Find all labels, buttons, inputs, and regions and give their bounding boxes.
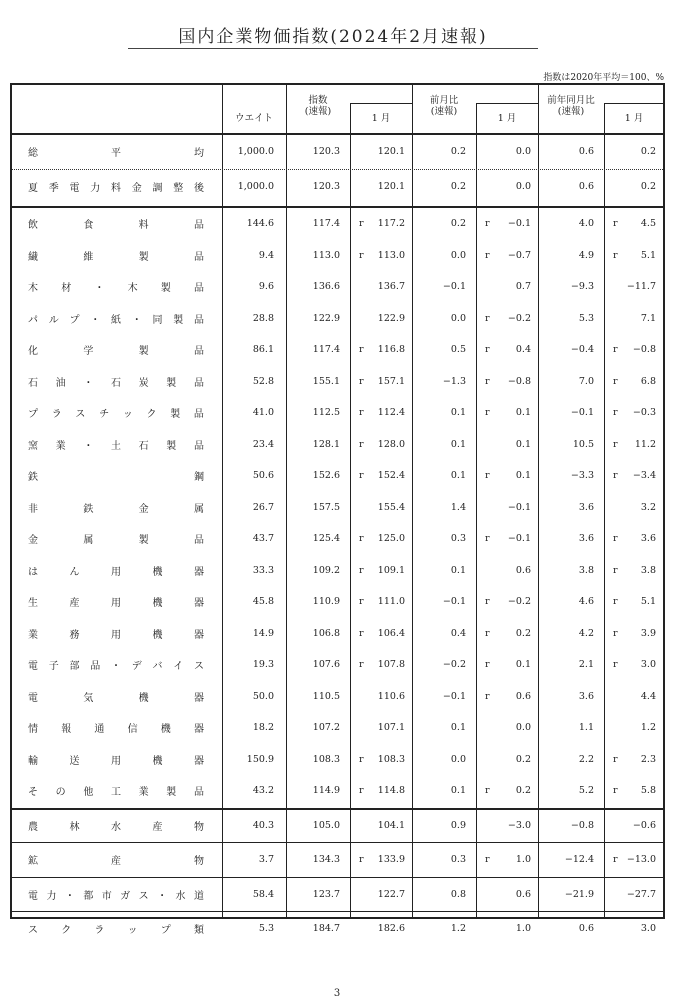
table-row [12,429,663,460]
mom-value: 0.2 [450,218,466,229]
yoy-value: 7.0 [578,375,594,387]
row-label: 電 力 ・ 都 市 ガ ス ・ 水 道 [28,890,204,902]
revision-mark: r [359,854,364,865]
table-row [12,879,663,910]
row-label: 電 気 機 器 [28,692,204,704]
row-label: 生 産 用 機 器 [28,598,204,609]
yoy-jan-value: 5.1 [640,596,656,607]
weight-value: 19.3 [252,659,274,670]
mom-jan-value: −0.1 [507,533,531,544]
mom-jan-value: 0.4 [515,344,531,355]
weight-value: 3.7 [258,854,274,865]
table-row [12,744,663,775]
revision-mark: r [359,438,364,450]
unit-note: 指数は2020年平均＝100、% [543,73,664,83]
table-row [12,171,663,202]
row-label: 鉄 鋼 [28,472,204,483]
revision-mark: r [485,690,490,702]
mom-value: 0.1 [450,470,466,481]
header-index-jan: 1 月 [371,113,391,124]
yoy-value: −0.1 [570,407,594,418]
yoy-jan-value: 4.4 [640,690,656,702]
revision-mark: r [485,627,490,639]
mom-jan-value: −0.2 [507,312,531,324]
weight-value: 9.6 [258,281,274,292]
row-label: 石 油 ・ 石 炭 製 品 [28,377,204,389]
mom-value: −0.1 [442,596,466,607]
weight-value: 50.0 [252,690,274,702]
index-value: 122.9 [312,312,340,324]
page-number: 3 [333,988,341,999]
yoy-value: 1.1 [578,722,594,733]
mom-jan-value: 0.1 [515,438,531,450]
weight-value: 43.7 [252,533,274,544]
mom-jan-value: 0.2 [515,785,531,796]
mom-jan-value: 0.6 [515,564,531,576]
group-divider [12,877,663,878]
yoy-value: 5.3 [578,312,594,324]
row-label: 繊 維 製 品 [28,251,204,263]
table-row [12,712,663,743]
yoy-value: 2.2 [578,753,594,765]
yoy-jan-value: 5.8 [640,785,656,796]
revision-mark: r [359,659,364,670]
index-jan-value: 114.8 [377,785,405,796]
index-jan-value: 104.1 [377,819,405,831]
table-row [12,775,663,806]
mom-value: −0.2 [442,659,466,670]
weight-value: 50.6 [252,470,274,481]
yoy-jan-value: 3.9 [640,627,656,639]
mom-value: 0.1 [450,407,466,418]
yoy-jan-value: −13.0 [626,854,656,865]
yoy-jan-value: 3.6 [640,533,656,544]
mom-jan-value: 0.6 [515,888,531,900]
table-row [12,366,663,397]
revision-mark: r [613,249,618,261]
weight-value: 28.8 [252,312,274,324]
revision-mark: r [485,312,490,324]
table-row [12,844,663,875]
mom-jan-value: 0.1 [515,659,531,670]
yoy-jan-value: −3.4 [632,470,656,481]
header-weight: ウエイト [234,113,273,124]
index-jan-value: 120.1 [377,180,405,192]
revision-mark: r [359,344,364,355]
mom-jan-value: −3.0 [507,819,531,831]
index-value: 123.7 [312,888,340,900]
index-value: 107.6 [312,659,340,670]
yoy-jan-value: 2.3 [640,753,656,765]
revision-mark: r [613,470,618,481]
index-jan-value: 106.4 [377,627,405,639]
index-value: 108.3 [312,753,340,765]
index-jan-value: 107.8 [377,659,405,670]
yoy-jan-value: 1.2 [640,722,656,733]
table-row [12,810,663,841]
group-divider [12,842,663,843]
yoy-jan-value: −0.3 [632,407,656,418]
index-jan-value: 157.1 [377,375,405,387]
yoy-jan-value: 5.1 [640,249,656,261]
table-row [12,136,663,167]
index-value: 113.0 [312,249,340,261]
yoy-jan-value: 11.2 [634,438,656,450]
yoy-value: −0.8 [570,819,594,831]
index-value: 125.4 [312,533,340,544]
index-jan-value: 111.0 [377,596,405,607]
revision-mark: r [359,407,364,418]
mom-value: 0.8 [450,888,466,900]
revision-mark: r [613,596,618,607]
subheader-divider [350,103,412,104]
table-row [12,681,663,712]
index-jan-value: 128.0 [377,438,405,450]
mom-value: 0.1 [450,785,466,796]
yoy-jan-value: 3.8 [640,564,656,576]
subheader-divider [604,103,663,104]
weight-value: 1,000.0 [237,146,274,157]
table-row [12,618,663,649]
header-yoy-jan: 1 月 [624,113,644,124]
index-jan-value: 155.4 [377,501,405,513]
index-value: 109.2 [312,564,340,576]
weight-value: 23.4 [252,438,274,450]
row-label: 電 子 部 品 ・ デ バ イ ス [28,661,204,672]
index-value: 117.4 [312,344,340,355]
row-label: 業 務 用 機 器 [28,629,204,641]
table-row [12,523,663,554]
mom-value: 0.1 [450,438,466,450]
mom-value: 0.0 [450,753,466,765]
title-underline [128,48,538,49]
yoy-value: 4.9 [578,249,594,261]
index-value: 112.5 [312,407,340,418]
weight-value: 45.8 [252,596,274,607]
row-label: 夏 季 電 力 料 金 調 整 後 [28,182,204,194]
revision-mark: r [485,659,490,670]
table-row [12,208,663,239]
table-row [12,649,663,680]
mom-value: −1.3 [442,375,466,387]
mom-jan-value: 0.0 [515,722,531,733]
mom-value: −0.1 [442,690,466,702]
yoy-value: −3.3 [570,470,594,481]
mom-jan-value: 0.0 [515,146,531,157]
weight-value: 52.8 [252,375,274,387]
revision-mark: r [613,533,618,544]
yoy-jan-value: 4.5 [640,218,656,229]
mom-jan-value: 0.0 [515,180,531,192]
revision-mark: r [613,854,618,865]
yoy-value: 0.6 [578,923,594,934]
weight-value: 18.2 [252,722,274,733]
revision-mark: r [485,375,490,387]
yoy-jan-value: 3.2 [640,501,656,513]
revision-mark: r [613,627,618,639]
weight-value: 33.3 [252,564,274,576]
yoy-value: 4.0 [578,218,594,229]
yoy-value: 0.6 [578,146,594,157]
index-jan-value: 112.4 [377,407,405,418]
index-value: 134.3 [312,854,340,865]
mom-value: 0.1 [450,722,466,733]
row-label: そ の 他 工 業 製 品 [28,787,204,798]
row-label: 輸 送 用 機 器 [28,755,204,767]
revision-mark: r [613,218,618,229]
yoy-jan-value: 6.8 [640,375,656,387]
header-yoy: 前年同月比 (速報) [547,95,595,117]
yoy-value: 3.6 [578,501,594,513]
revision-mark: r [359,627,364,639]
table-row [12,271,663,302]
mom-value: 1.2 [450,923,466,934]
mom-jan-value: 0.6 [515,690,531,702]
revision-mark: r [613,785,618,796]
revision-mark: r [359,596,364,607]
mom-jan-value: 0.2 [515,627,531,639]
index-value: 155.1 [312,375,340,387]
yoy-value: 5.2 [578,785,594,796]
index-jan-value: 136.7 [377,281,405,292]
revision-mark: r [613,375,618,387]
revision-mark: r [485,218,490,229]
yoy-jan-value: 0.2 [640,146,656,157]
weight-value: 144.6 [246,218,274,229]
mom-jan-value: 0.1 [515,470,531,481]
index-value: 152.6 [312,470,340,481]
yoy-value: 4.6 [578,596,594,607]
yoy-jan-value: 3.0 [640,923,656,934]
row-label: 化 学 製 品 [28,346,204,357]
weight-value: 40.3 [252,819,274,831]
index-jan-value: 133.9 [377,854,405,865]
index-value: 110.5 [312,690,340,702]
row-label: 飲 食 料 品 [28,220,204,231]
row-label: は ん 用 機 器 [28,566,204,578]
table-row [12,240,663,271]
table-row [12,492,663,523]
mom-jan-value: 1.0 [515,923,531,934]
revision-mark: r [613,753,618,765]
row-label: ス ク ラ ッ プ 類 [28,925,204,936]
table-row [12,460,663,491]
index-jan-value: 120.1 [377,146,405,157]
revision-mark: r [359,249,364,261]
header-index: 指数 (速報) [304,95,332,117]
index-jan-value: 108.3 [377,753,405,765]
mom-value: 0.0 [450,249,466,261]
index-value: 105.0 [312,819,340,831]
yoy-value: 4.2 [578,627,594,639]
index-value: 184.7 [312,923,340,934]
yoy-value: 10.5 [572,438,594,450]
index-jan-value: 116.8 [377,344,405,355]
mom-value: 0.3 [450,854,466,865]
mom-jan-value: −0.2 [507,596,531,607]
row-label: 総 平 均 [28,148,204,159]
weight-value: 86.1 [252,344,274,355]
revision-mark: r [359,218,364,229]
weight-value: 41.0 [252,407,274,418]
table-row [12,586,663,617]
weight-value: 58.4 [252,888,274,900]
revision-mark: r [485,344,490,355]
index-jan-value: 125.0 [377,533,405,544]
weight-value: 1,000.0 [237,180,274,192]
mom-value: 0.2 [450,180,466,192]
weight-value: 9.4 [258,249,274,261]
table-row [12,334,663,365]
yoy-jan-value: 3.0 [640,659,656,670]
mom-value: 0.1 [450,564,466,576]
mom-jan-value: −0.8 [507,375,531,387]
index-value: 120.3 [312,146,340,157]
index-value: 107.2 [312,722,340,733]
revision-mark: r [359,533,364,544]
mom-value: 1.4 [450,501,466,513]
yoy-value: 3.8 [578,564,594,576]
mom-jan-value: −0.7 [507,249,531,261]
index-jan-value: 117.2 [377,218,405,229]
row-label: プ ラ ス チ ッ ク 製 品 [28,409,204,420]
yoy-value: −12.4 [564,854,594,865]
table-row [12,555,663,586]
row-label: 金 属 製 品 [28,535,204,546]
mom-jan-value: 0.1 [515,407,531,418]
page-title: 国内企業物価指数(2024年2月速報) [178,27,488,47]
revision-mark: r [359,375,364,387]
revision-mark: r [359,470,364,481]
mom-value: 0.0 [450,312,466,324]
revision-mark: r [485,470,490,481]
index-value: 110.9 [312,596,340,607]
index-jan-value: 110.6 [377,690,405,702]
index-value: 120.3 [312,180,340,192]
mom-jan-value: −0.1 [507,501,531,513]
mom-jan-value: 1.0 [515,854,531,865]
row-label: 情 報 通 信 機 器 [28,724,204,735]
yoy-jan-value: −27.7 [626,888,656,900]
index-value: 128.1 [312,438,340,450]
weight-value: 5.3 [258,923,274,934]
index-jan-value: 107.1 [377,722,405,733]
group-divider [12,169,663,170]
weight-value: 26.7 [252,501,274,513]
mom-value: 0.2 [450,146,466,157]
revision-mark: r [359,564,364,576]
yoy-value: 3.6 [578,533,594,544]
revision-mark: r [359,785,364,796]
table-row [12,397,663,428]
yoy-value: 3.6 [578,690,594,702]
revision-mark: r [485,249,490,261]
subheader-divider [476,103,538,104]
revision-mark: r [359,753,364,765]
mom-value: 0.5 [450,344,466,355]
index-value: 117.4 [312,218,340,229]
group-divider [12,911,663,912]
yoy-value: −0.4 [570,344,594,355]
index-jan-value: 122.9 [377,312,405,324]
row-label: 木 材 ・ 木 製 品 [28,283,204,294]
yoy-jan-value: −0.6 [632,819,656,831]
row-label: 農 林 水 産 物 [28,821,204,833]
mom-jan-value: 0.2 [515,753,531,765]
index-value: 114.9 [312,785,340,796]
index-value: 157.5 [312,501,340,513]
revision-mark: r [613,438,618,450]
revision-mark: r [613,659,618,670]
row-label: 非 鉄 金 属 [28,503,204,515]
yoy-value: 2.1 [578,659,594,670]
row-label: パ ル プ ・ 紙 ・ 同 製 品 [28,314,204,326]
index-value: 106.8 [312,627,340,639]
mom-value: −0.1 [442,281,466,292]
yoy-value: −21.9 [564,888,594,900]
yoy-jan-value: −11.7 [626,281,656,292]
weight-value: 150.9 [246,753,274,765]
header-mom: 前月比 (速報) [429,95,459,117]
price-index-table [10,83,665,936]
row-label: 鉱 産 物 [28,856,204,867]
weight-value: 43.2 [252,785,274,796]
header-divider [12,133,663,135]
yoy-jan-value: −0.8 [632,344,656,355]
yoy-value: −9.3 [570,281,594,292]
revision-mark: r [613,407,618,418]
revision-mark: r [613,564,618,576]
revision-mark: r [485,407,490,418]
yoy-value: 0.6 [578,180,594,192]
mom-value: 0.4 [450,627,466,639]
mom-jan-value: 0.7 [515,281,531,292]
revision-mark: r [485,533,490,544]
revision-mark: r [485,854,490,865]
mom-value: 0.9 [450,819,466,831]
weight-value: 14.9 [252,627,274,639]
row-label: 窯 業 ・ 土 石 製 品 [28,440,204,452]
index-jan-value: 182.6 [377,923,405,934]
table-row [12,913,663,944]
mom-value: 0.3 [450,533,466,544]
index-jan-value: 113.0 [377,249,405,261]
revision-mark: r [485,596,490,607]
table-row [12,303,663,334]
revision-mark: r [613,344,618,355]
index-jan-value: 122.7 [377,888,405,900]
index-jan-value: 152.4 [377,470,405,481]
index-value: 136.6 [312,281,340,292]
yoy-jan-value: 7.1 [640,312,656,324]
index-jan-value: 109.1 [377,564,405,576]
yoy-jan-value: 0.2 [640,180,656,192]
revision-mark: r [485,785,490,796]
header-mom-jan: 1 月 [497,113,517,124]
mom-jan-value: −0.1 [507,218,531,229]
